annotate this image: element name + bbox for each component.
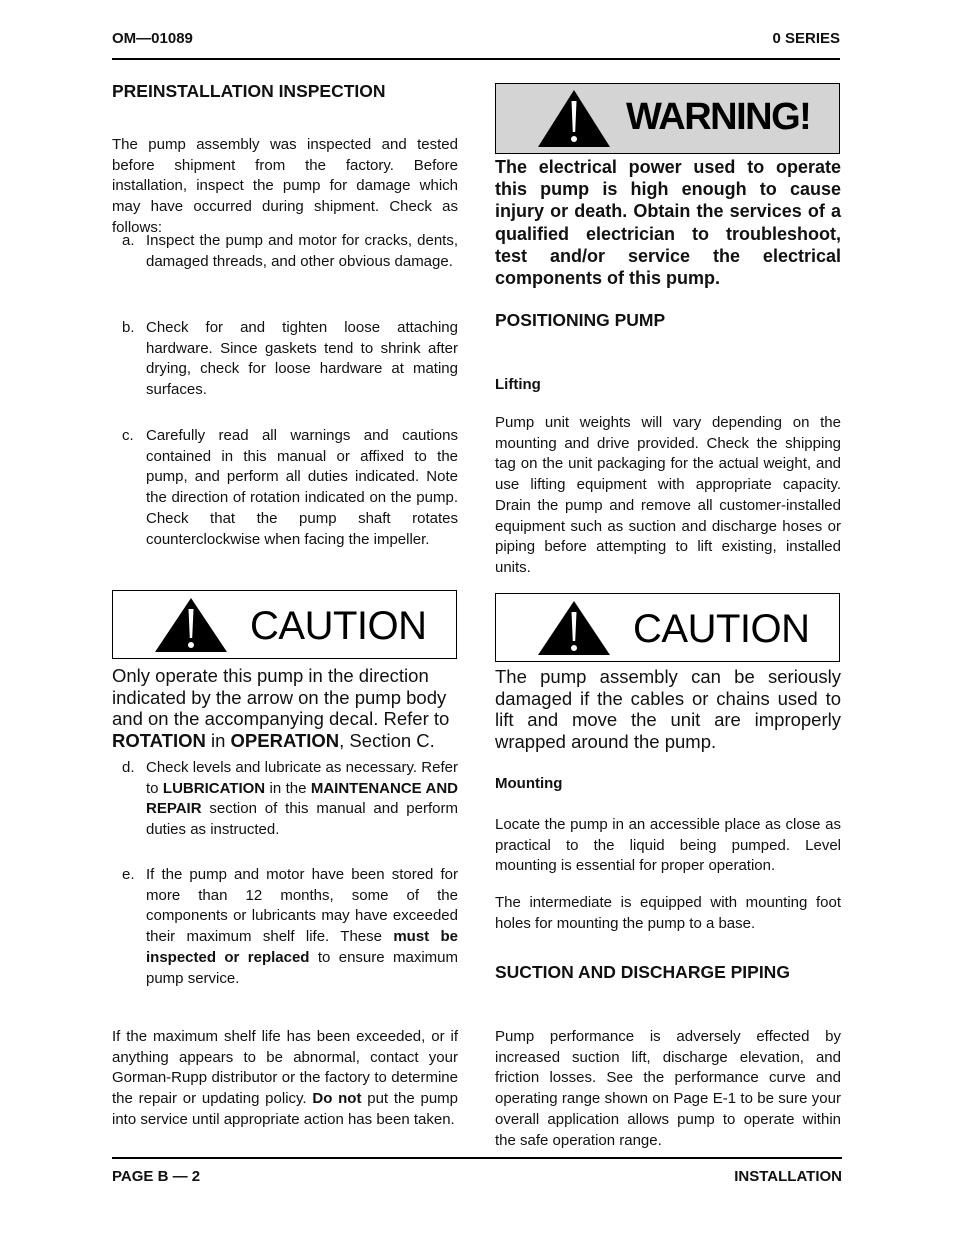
mounting-text-1: Locate the pump in an accessible place as close as practical to the liquid being pumped. Level mounting is essential for proper operation. [495, 816, 841, 875]
warning-box [495, 83, 840, 154]
text-span: put the pump into service until appropriate action has been taken. [112, 1090, 458, 1128]
lifting-heading: Lifting [495, 376, 541, 393]
page-footer [112, 1157, 842, 1189]
warning-title: WARNING! [626, 96, 811, 138]
list-item-text: Carefully read all warnings and cautions contained in this manual or affixed to the pump, and perform all duties indicated. Note the direction of rotation indicated on the pump. Check that the pump shaft rotates counterclockwise when facing the impeller. [146, 427, 458, 548]
list-item-label: e. [122, 866, 135, 883]
piping-heading: SUCTION AND DISCHARGE PIPING [495, 962, 790, 982]
bold-span: Do not [312, 1090, 362, 1108]
list-item-label: c. [122, 427, 134, 444]
caution-text-lifting: The pump assembly can be seriously damaged if the cables or chains used to lift and move the unit are improperly wrapped around the pump. [495, 666, 841, 752]
manual-number: OM—01089 [112, 30, 193, 47]
warning-triangle-icon [534, 88, 614, 150]
text-span: , Section C. [339, 729, 435, 751]
lifting-text: Pump unit weights will vary depending on the mounting and drive provided. Check the shipping tag on the unit packaging for the actual weight, and use lifting equipment with appropriate capacity. Drain the pump and remove all customer-installed equipment such as suction and discharge hoses or piping before attempting to lift existing, installed units. [495, 414, 841, 576]
caution-triangle-icon [151, 595, 231, 655]
preinstallation-intro: The pump assembly was inspected and tested before shipment from the factory. Before installation, inspect the pump for damage which may have occurred during shipment. Check as follows: [112, 136, 458, 236]
caution-triangle-icon [534, 598, 614, 658]
preinstallation-heading: PREINSTALLATION INSPECTION [112, 81, 386, 101]
list-item-label: d. [122, 759, 135, 776]
piping-text: Pump performance is adversely effected by increased suction lift, discharge elevation, and friction losses. See the performance curve and operating range shown on Page E-1 to be sure your overall application allows pump to operate within the safe operation range. [495, 1028, 841, 1149]
caution-box-lifting [495, 593, 840, 662]
caution-title: CAUTION [633, 607, 810, 651]
list-item-text: Check for and tighten loose attaching hardware. Since gaskets tend to shrink after drying, check for loose hardware at mating surfaces. [146, 319, 458, 399]
mounting-heading: Mounting [495, 775, 563, 792]
shelf-life-paragraph [112, 1027, 458, 1131]
bold-span: MAINTENANCE AND REPAIR [146, 779, 458, 818]
page-number: PAGE B — 2 [112, 1168, 201, 1185]
caution-box-rotation [112, 590, 457, 659]
list-item-text [146, 758, 458, 841]
text-span: Check levels and lubricate as necessary. Refer to [146, 759, 458, 797]
mounting-text-2: The intermediate is equipped with mounting foot holes for mounting the pump to a base. [495, 894, 841, 932]
bold-span: OPERATION [230, 729, 340, 751]
text-span: in [205, 729, 231, 751]
text-span: If the pump and motor have been stored for more than 12 months, some of the components or lubricants may have exceeded their maximum shelf life. These [146, 866, 458, 946]
text-span: If the maximum shelf life has been exceeded, or if anything appears to be abnormal, contact your Gorman-Rupp distributor or the factory to determine the repair or updating policy. [112, 1028, 458, 1108]
list-item-label: a. [122, 232, 135, 249]
list-item-text [146, 865, 458, 989]
positioning-heading: POSITIONING PUMP [495, 310, 666, 330]
text-span: section of this manual and perform duties as instructed. [146, 800, 458, 839]
caution-title: CAUTION [250, 604, 427, 648]
bold-span: LUBRICATION [162, 779, 266, 797]
series-label: 0 SERIES [772, 30, 840, 47]
warning-text: The electrical power used to operate this pump is high enough to cause injury or death. Obtain the services of a qualified electrician to troubleshoot, test and/or service the electrical components of this pump. [495, 157, 841, 289]
bold-span: must be inspected or replaced [146, 928, 458, 966]
caution-text-rotation [112, 665, 458, 751]
text-span: in the [265, 779, 311, 797]
list-item-text: Inspect the pump and motor for cracks, dents, damaged threads, and other obvious damage. [146, 232, 458, 270]
page-header [112, 28, 840, 60]
section-name: INSTALLATION [734, 1168, 842, 1185]
list-item-label: b. [122, 319, 135, 336]
text-span: Only operate this pump in the direction indicated by the arrow on the pump body and on the accompanying decal. Refer to [112, 665, 450, 730]
text-span: to ensure maximum pump service. [146, 948, 458, 987]
bold-span: ROTATION [112, 729, 206, 751]
